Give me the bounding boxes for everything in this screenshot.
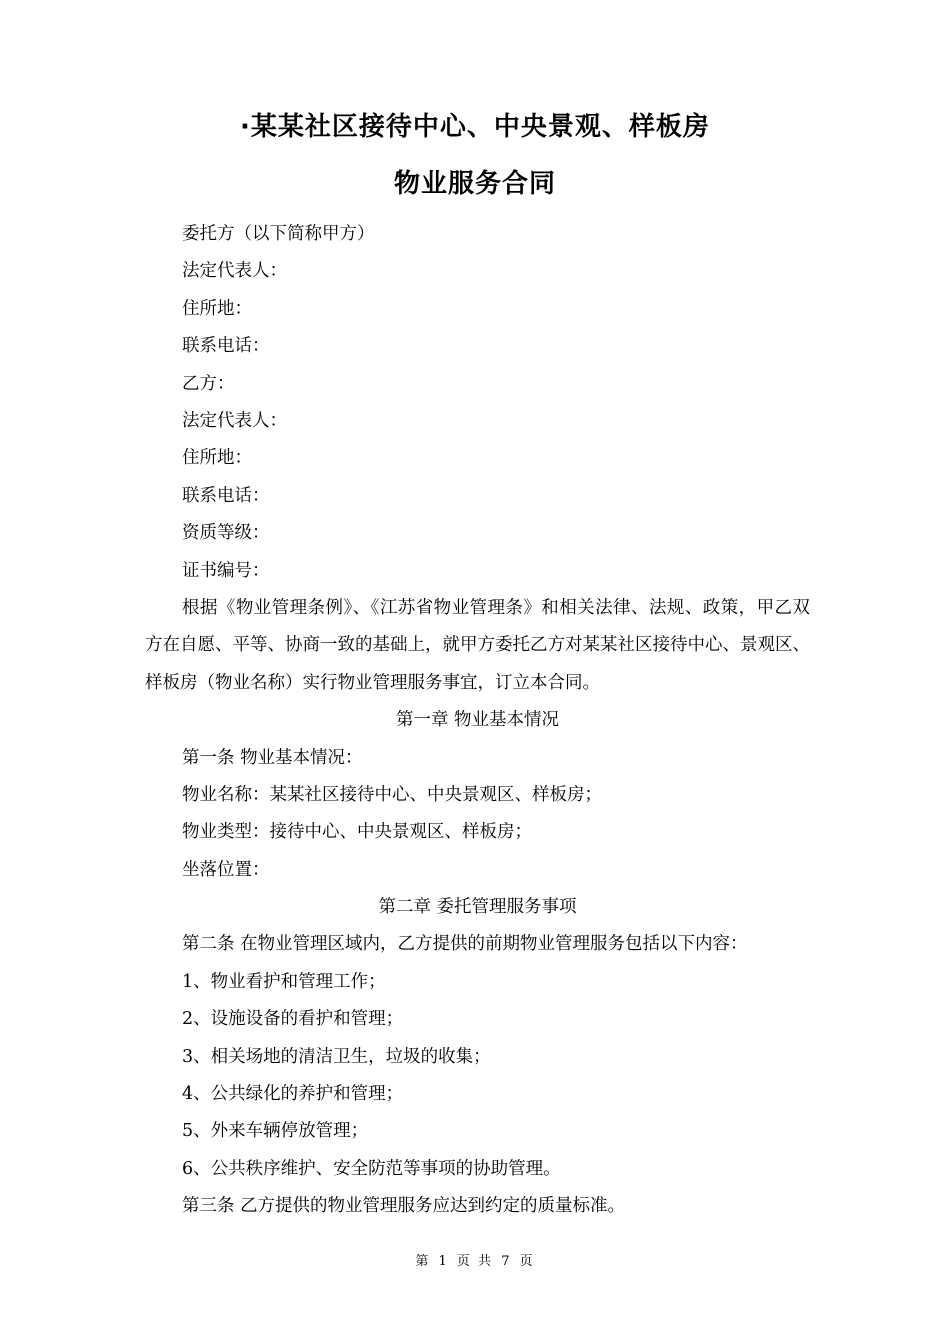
- footer-current-page: 1: [438, 1254, 449, 1269]
- property-type: 物业类型：接待中心、中央景观区、样板房；: [182, 822, 532, 843]
- footer-prefix: 第: [415, 1254, 431, 1269]
- party-b-qualification: 资质等级：: [182, 523, 270, 544]
- party-b-phone: 联系电话：: [182, 485, 270, 506]
- footer-suffix: 页: [519, 1254, 535, 1269]
- service-item: 5、外来车辆停放管理；: [182, 1121, 369, 1142]
- article1: 第一条 物业基本情况：: [182, 747, 363, 768]
- party-a-phone: 联系电话：: [182, 336, 270, 357]
- service-item: 2、设施设备的看护和管理；: [182, 1009, 404, 1030]
- chapter1-heading: 第一章 物业基本情况: [395, 710, 560, 731]
- party-a-rep: 法定代表人：: [182, 261, 287, 282]
- footer-total-pages: 7: [501, 1254, 512, 1269]
- contract-body: [145, 216, 810, 1226]
- party-b-certificate: 证书编号：: [182, 560, 270, 581]
- party-b-heading: 乙方：: [182, 373, 235, 394]
- page-footer: [0, 1250, 950, 1269]
- party-b-rep: 法定代表人：: [182, 410, 287, 431]
- article3: 第三条 乙方提供的物业管理服务应达到约定的质量标准。: [182, 1196, 626, 1217]
- document-title-line2: 物业服务合同: [393, 169, 556, 199]
- document-title-line1: ·某某社区接待中心、中央景观、样板房: [240, 112, 710, 142]
- footer-middle: 页 共: [456, 1254, 494, 1269]
- property-location: 坐落位置：: [182, 859, 270, 880]
- party-a-heading: 委托方（以下简称甲方）: [182, 224, 375, 244]
- chapter2-heading: 第二章 委托管理服务事项: [378, 897, 577, 918]
- property-name: 物业名称：某某社区接待中心、中央景观区、样板房；: [182, 784, 602, 805]
- service-item: 3、相关场地的清洁卫生，垃圾的收集；: [182, 1046, 491, 1067]
- intro-paragraph: 根据《物业管理条例》、《江苏省物业管理条》和相关法律、法规、政策，甲乙双方在自愿、平等、协商一致的基础上，就甲方委托乙方对某某社区接待中心、景观区、样板房（物业名称）实行物业管理服务事宜，订立本合同。: [145, 597, 810, 693]
- service-item: 4、公共绿化的养护和管理；: [182, 1084, 404, 1105]
- party-b-address: 住所地：: [182, 448, 252, 469]
- service-item: 1、物业看护和管理工作；: [182, 971, 386, 992]
- party-a-address: 住所地：: [182, 298, 252, 319]
- service-item: 6、公共秩序维护、安全防范等事项的协助管理。: [182, 1158, 561, 1179]
- article2: 第二条 在物业管理区域内，乙方提供的前期物业管理服务包括以下内容：: [182, 934, 748, 955]
